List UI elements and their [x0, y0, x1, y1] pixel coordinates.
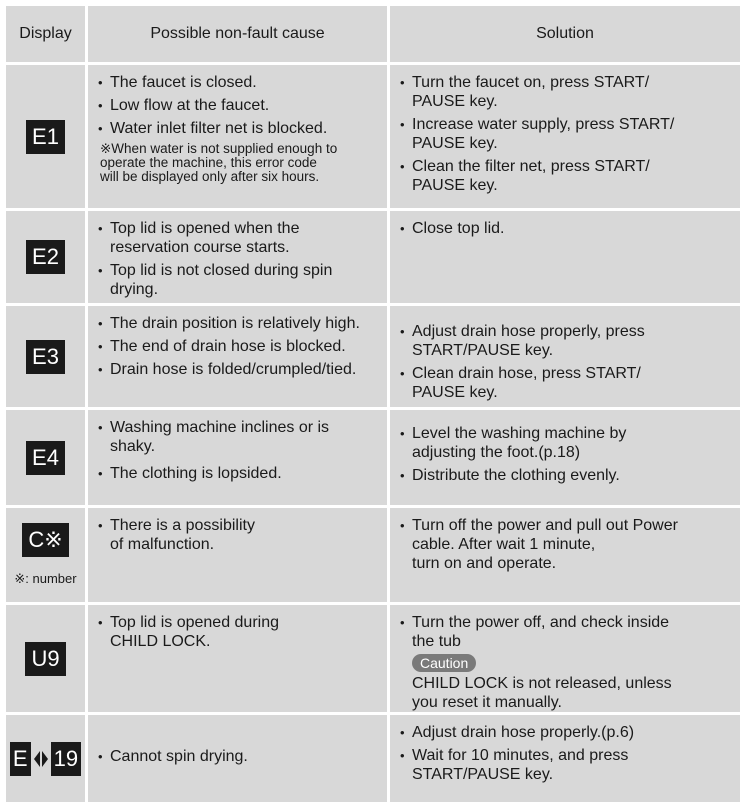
- header-solution: Solution: [390, 6, 740, 62]
- solution-item: • Distribute the clothing evenly.: [400, 466, 730, 485]
- cause-cell-c: [88, 508, 387, 602]
- solution-cell-e19: [390, 715, 740, 802]
- cause-note: ※When water is not supplied enough to operate the machine, this error code will be displayed only after six hours.: [100, 141, 338, 184]
- number-footnote: ※: number: [14, 571, 77, 586]
- solution-item: • Clean drain hose, press START/ PAUSE key.: [400, 364, 730, 402]
- cause-item: • Top lid is opened during CHILD LOCK.: [98, 613, 377, 651]
- header-display: Display: [6, 6, 85, 62]
- solution-cell-e4: [390, 410, 740, 505]
- cause-cell-e2: [88, 211, 387, 303]
- solution-item: • Close top lid.: [400, 219, 730, 238]
- error-code-badge: U9: [25, 642, 65, 676]
- cause-item: • Drain hose is folded/crumpled/tied.: [98, 360, 377, 379]
- solution-item: • Adjust drain hose properly.(p.6): [400, 723, 730, 742]
- solution-item: • Clean the filter net, press START/ PAUSE key.: [400, 157, 730, 195]
- solution-item: • Wait for 10 minutes, and press START/PAUSE key.: [400, 746, 730, 784]
- error-code-table: [6, 6, 740, 802]
- caution-text: CHILD LOCK is not released, unless you reset it manually.: [412, 675, 672, 711]
- error-code-badge: E3: [26, 340, 65, 374]
- cause-item: • Top lid is opened when the reservation course starts.: [98, 219, 377, 257]
- error-code-e19: [10, 742, 81, 776]
- cause-item: • The faucet is closed.: [98, 73, 377, 92]
- solution-cell-c: [390, 508, 740, 602]
- solution-item: • Turn the faucet on, press START/ PAUSE key.: [400, 73, 730, 111]
- caution-label: Caution: [412, 654, 476, 672]
- cause-item: • The end of drain hose is blocked.: [98, 337, 377, 356]
- error-code-badge: E: [10, 742, 31, 776]
- left-right-arrow-icon: [34, 742, 48, 776]
- cause-item: • Water inlet filter net is blocked.: [98, 119, 377, 138]
- solution-cell-e2: [390, 211, 740, 303]
- code-cell-e2: [6, 211, 85, 303]
- code-cell-e19: [6, 715, 85, 802]
- solution-item: • Increase water supply, press START/ PAUSE key.: [400, 115, 730, 153]
- solution-item: • Level the washing machine by adjusting the foot.(p.18): [400, 424, 730, 462]
- error-code-badge: 19: [51, 742, 81, 776]
- solution-cell-u9: [390, 605, 740, 712]
- solution-cell-e1: [390, 65, 740, 208]
- cause-item: • Washing machine inclines or is shaky.: [98, 418, 377, 456]
- header-cause: Possible non-fault cause: [88, 6, 387, 62]
- cause-item: • The drain position is relatively high.: [98, 314, 377, 333]
- solution-item: • Turn the power off, and check inside the tub: [400, 613, 730, 651]
- solution-cell-e3: [390, 306, 740, 407]
- cause-cell-e1: [88, 65, 387, 208]
- cause-item: • The clothing is lopsided.: [98, 464, 377, 483]
- code-cell-e1: [6, 65, 85, 208]
- solution-item: • Adjust drain hose properly, press START/PAUSE key.: [400, 322, 730, 360]
- solution-item: • Turn off the power and pull out Power cable. After wait 1 minute, turn on and operate.: [400, 516, 730, 573]
- cause-cell-e3: [88, 306, 387, 407]
- error-code-badge: E1: [26, 120, 65, 154]
- cause-item: • Top lid is not closed during spin drying.: [98, 261, 377, 299]
- error-code-badge: C※: [22, 523, 68, 557]
- cause-cell-u9: [88, 605, 387, 712]
- cause-item: • Cannot spin drying.: [98, 747, 248, 766]
- cause-cell-e19: [88, 715, 387, 802]
- code-cell-u9: [6, 605, 85, 712]
- code-cell-c: [6, 508, 85, 602]
- error-code-badge: E2: [26, 240, 65, 274]
- cause-cell-e4: [88, 410, 387, 505]
- code-cell-e3: [6, 306, 85, 407]
- cause-item: • There is a possibility of malfunction.: [98, 516, 377, 554]
- code-cell-e4: [6, 410, 85, 505]
- error-code-badge: E4: [26, 441, 65, 475]
- cause-item: • Low flow at the faucet.: [98, 96, 377, 115]
